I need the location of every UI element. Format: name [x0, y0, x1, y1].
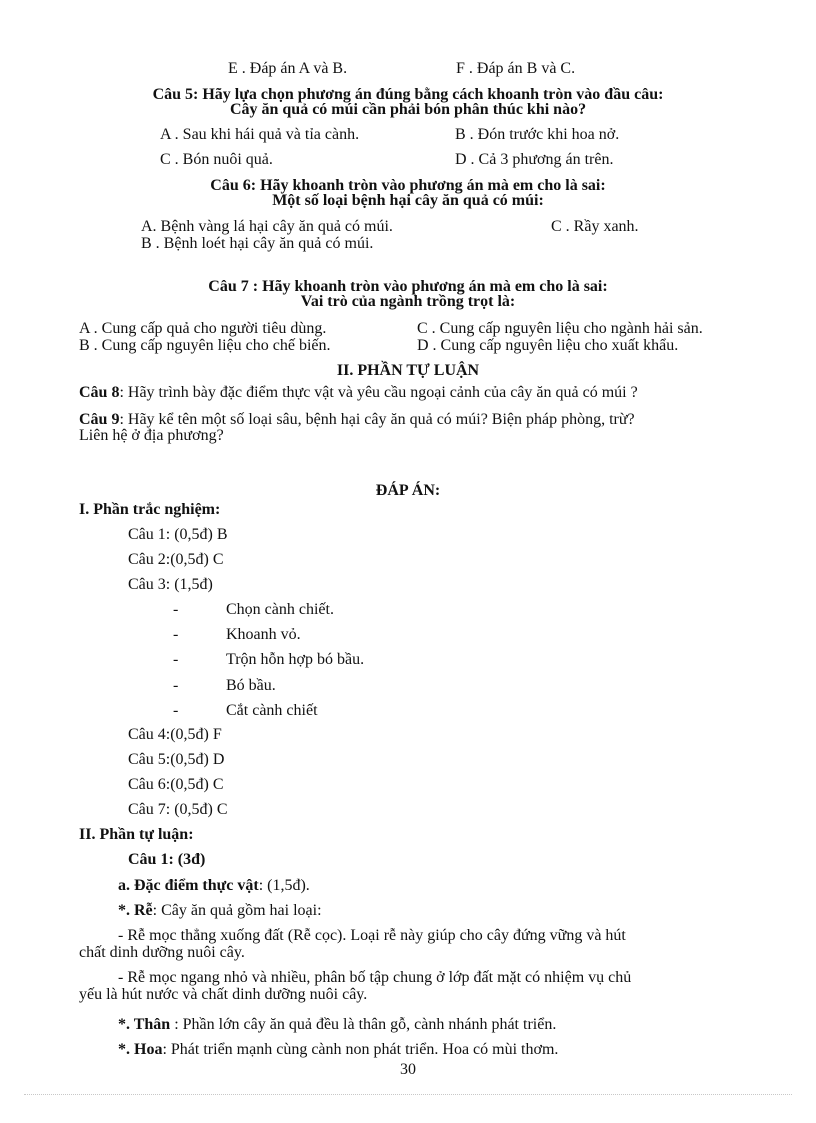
q8-text: : Hãy trình bày đặc điểm thực vật và yêu cầu ngoại cảnh của cây ăn quả có múi ? [119, 384, 638, 401]
q3-step: Cắt cành chiết [226, 702, 318, 719]
q4-option-e: E . Đáp án A và B. [228, 60, 348, 77]
flower-text: : Phát triển mạnh cùng cành non phát triển. Hoa có mùi thơm. [162, 1041, 559, 1058]
section-a-points: : (1,5đ). [258, 877, 310, 894]
q8-label: Câu 8 [79, 384, 120, 401]
roots-line-2-continued: yếu là hút nước và chất dinh dưỡng nuôi cây. [79, 986, 368, 1003]
page-number: 30 [400, 1061, 416, 1078]
answers-heading: ĐÁP ÁN: [375, 482, 441, 499]
q7-option-b: B . Cung cấp nguyên liệu cho chế biến. [79, 337, 331, 354]
q5-option-b: B . Đón trước khi hoa nở. [455, 126, 620, 143]
roots-line-2: - Rễ mọc ngang nhỏ và nhiều, phân bố tập chung ở lớp đất mặt có nhiệm vụ chủ [118, 969, 632, 986]
answer-q5: Câu 5:(0,5đ) D [128, 751, 225, 768]
roots-line-1: - Rễ mọc thẳng xuống đất (Rễ cọc). Loại rễ này giúp cho cây đứng vững và hút [118, 927, 626, 944]
flower [118, 1041, 558, 1059]
q6-title: Câu 6: Hãy khoanh tròn vào phương án mà em cho là sai: [210, 177, 606, 194]
q3-step: Khoanh vỏ. [226, 626, 301, 643]
roots [118, 902, 322, 920]
answer-q3: Câu 3: (1,5đ) [128, 576, 213, 593]
step-dash: - [173, 601, 179, 618]
answer-q2: Câu 2:(0,5đ) C [128, 551, 224, 568]
step-dash: - [173, 702, 179, 719]
q4-option-f: F . Đáp án B và C. [456, 60, 576, 77]
stem [118, 1016, 556, 1034]
stem-label: *. Thân [118, 1016, 171, 1033]
q6-option-a: A. Bệnh vàng lá hại cây ăn quả có múi. [141, 218, 393, 235]
q3-step: Bó bầu. [226, 677, 276, 694]
q6-option-b: B . Bệnh loét hại cây ăn quả có múi. [141, 235, 374, 252]
answer-q4: Câu 4:(0,5đ) F [128, 726, 222, 743]
q7-option-d: D . Cung cấp nguyên liệu cho xuất khẩu. [417, 337, 679, 354]
q5-title: Câu 5: Hãy lựa chọn phương án đúng bằng cách khoanh tròn vào đầu câu: [152, 86, 664, 103]
q5-option-a: A . Sau khi hái quả và tỉa cành. [160, 126, 360, 143]
step-dash: - [173, 626, 179, 643]
roots-label: *. Rễ [118, 902, 153, 919]
q6-subtitle: Một số loại bệnh hại cây ăn quả có múi: [272, 192, 544, 209]
q8 [79, 384, 638, 402]
section-a [118, 877, 310, 895]
roots-line-1-continued: chất dinh dưỡng nuôi cây. [79, 944, 245, 961]
answer-q1: Câu 1: (0,5đ) B [128, 526, 228, 543]
q9-text: : Hãy kể tên một số loại sâu, bệnh hại cây ăn quả có múi? Biện pháp phòng, trừ? [119, 411, 635, 428]
answer-q6: Câu 6:(0,5đ) C [128, 776, 224, 793]
q5-option-d: D . Cả 3 phương án trên. [455, 151, 614, 168]
page-bottom-divider [24, 1094, 792, 1095]
q5-option-c: C . Bón nuôi quả. [160, 151, 273, 168]
flower-label: *. Hoa [118, 1041, 163, 1058]
q3-step: Chọn cành chiết. [226, 601, 334, 618]
answers-part2-heading: II. Phần tự luận: [79, 826, 194, 843]
roots-text: : Cây ăn quả gồm hai loại: [152, 902, 322, 919]
q7-title: Câu 7 : Hãy khoanh tròn vào phương án mà em cho là sai: [208, 278, 608, 295]
section-a-label: a. Đặc điểm thực vật [118, 877, 259, 894]
q7-option-c: C . Cung cấp nguyên liệu cho ngành hải sản. [417, 320, 703, 337]
step-dash: - [173, 677, 179, 694]
part2-heading: II. PHẦN TỰ LUẬN [336, 362, 480, 379]
answer-q7: Câu 7: (0,5đ) C [128, 801, 228, 818]
q7-subtitle: Vai trò của ngành trồng trọt là: [300, 293, 516, 310]
q3-step: Trộn hỗn hợp bó bầu. [226, 651, 365, 668]
answers-part1-heading: I. Phần trắc nghiệm: [79, 501, 221, 518]
q6-option-c: C . Rầy xanh. [551, 218, 639, 235]
answer-essay-c1-heading: Câu 1: (3đ) [128, 851, 206, 868]
q5-subtitle: Cây ăn quả có múi cần phải bón phân thúc khi nào? [229, 101, 587, 118]
step-dash: - [173, 651, 179, 668]
q7-option-a: A . Cung cấp quả cho người tiêu dùng. [79, 320, 327, 337]
q9-label: Câu 9 [79, 411, 120, 428]
q9-text-continued: Liên hệ ở địa phương? [79, 427, 224, 444]
stem-text: : Phần lớn cây ăn quả đều là thân gỗ, cành nhánh phát triển. [170, 1016, 557, 1033]
